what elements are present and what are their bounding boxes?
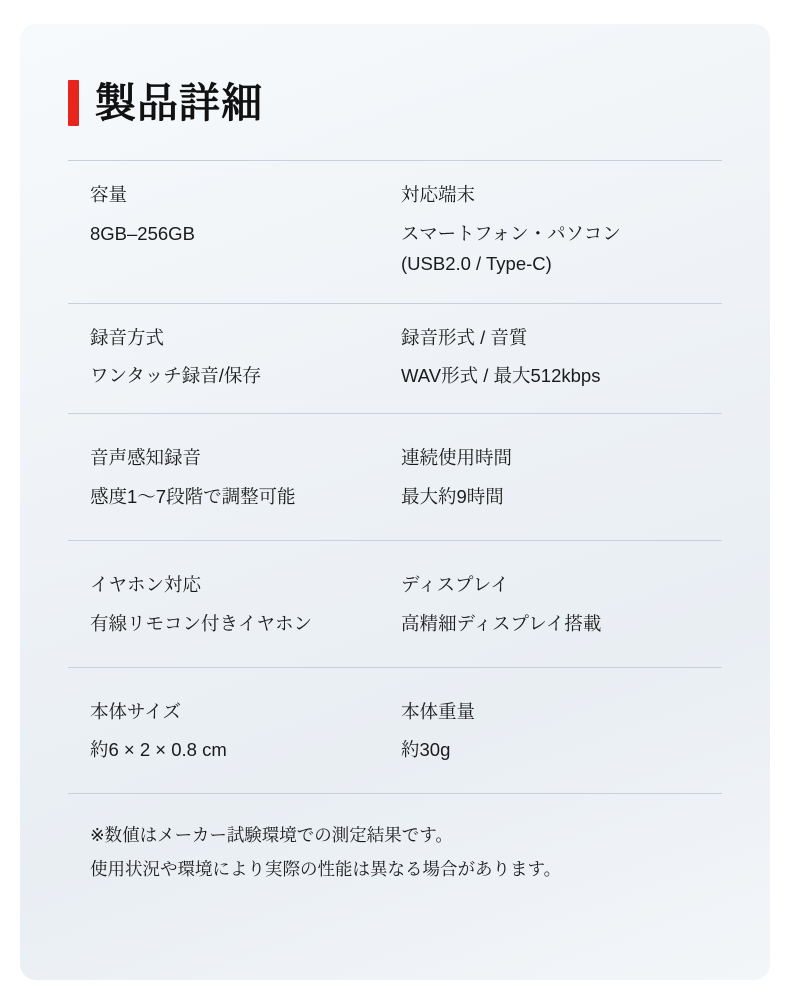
- spec-value: WAV形式 / 最大512kbps: [401, 365, 601, 387]
- spec-label: 連続使用時間: [401, 447, 513, 469]
- product-detail-card: [20, 24, 770, 980]
- spec-label: 本体重量: [401, 700, 476, 722]
- table-row: [68, 414, 722, 541]
- spec-cell-right: [395, 303, 722, 414]
- spec-cell-right: [395, 540, 722, 667]
- table-row: [68, 303, 722, 414]
- footnote-line: 使用状況や環境により実際の性能は異なる場合があります。: [90, 859, 562, 880]
- spec-value-secondary: (USB2.0 / Type-C): [401, 252, 552, 274]
- footnotes: [68, 793, 722, 886]
- page-title: [68, 80, 722, 126]
- spec-value: 8GB–256GB: [90, 222, 195, 244]
- spec-value: スマートフォン・パソコン: [401, 222, 621, 244]
- spec-label: 音声感知録音: [90, 447, 202, 469]
- spec-value: 最大約9時間: [401, 485, 504, 507]
- spec-value: 約30g: [401, 739, 451, 761]
- table-row: [68, 161, 722, 304]
- page-title-text: 製品詳細: [95, 79, 263, 126]
- spec-value: 約6 × 2 × 0.8 cm: [90, 739, 227, 761]
- spec-value: 有線リモコン付きイヤホン: [90, 612, 313, 634]
- spec-value: 感度1〜7段階で調整可能: [90, 485, 296, 507]
- spec-label: 容量: [90, 184, 128, 205]
- table-row: [68, 540, 722, 667]
- spec-label: イヤホン対応: [90, 573, 202, 595]
- specifications-table: [68, 160, 722, 793]
- spec-label: ディスプレイ: [401, 573, 509, 595]
- spec-cell-left: [68, 540, 395, 667]
- spec-cell-left: [68, 303, 395, 414]
- spec-cell-left: [68, 161, 395, 304]
- spec-label: 本体サイズ: [90, 700, 182, 722]
- spec-cell-left: [68, 667, 395, 793]
- table-row: [68, 667, 722, 793]
- spec-label: 録音方式: [90, 326, 165, 348]
- spec-label: 対応端末: [401, 184, 476, 205]
- spec-cell-right: [395, 667, 722, 793]
- title-accent-bar: [68, 80, 79, 126]
- spec-label: 録音形式 / 音質: [401, 326, 528, 348]
- footnote-line: ※数値はメーカー試験環境での測定結果です。: [90, 825, 453, 846]
- spec-cell-left: [68, 414, 395, 541]
- spec-cell-right: [395, 414, 722, 541]
- spec-cell-right: [395, 161, 722, 304]
- spec-value: ワンタッチ録音/保存: [90, 365, 261, 387]
- spec-value: 高精細ディスプレイ搭載: [401, 612, 602, 634]
